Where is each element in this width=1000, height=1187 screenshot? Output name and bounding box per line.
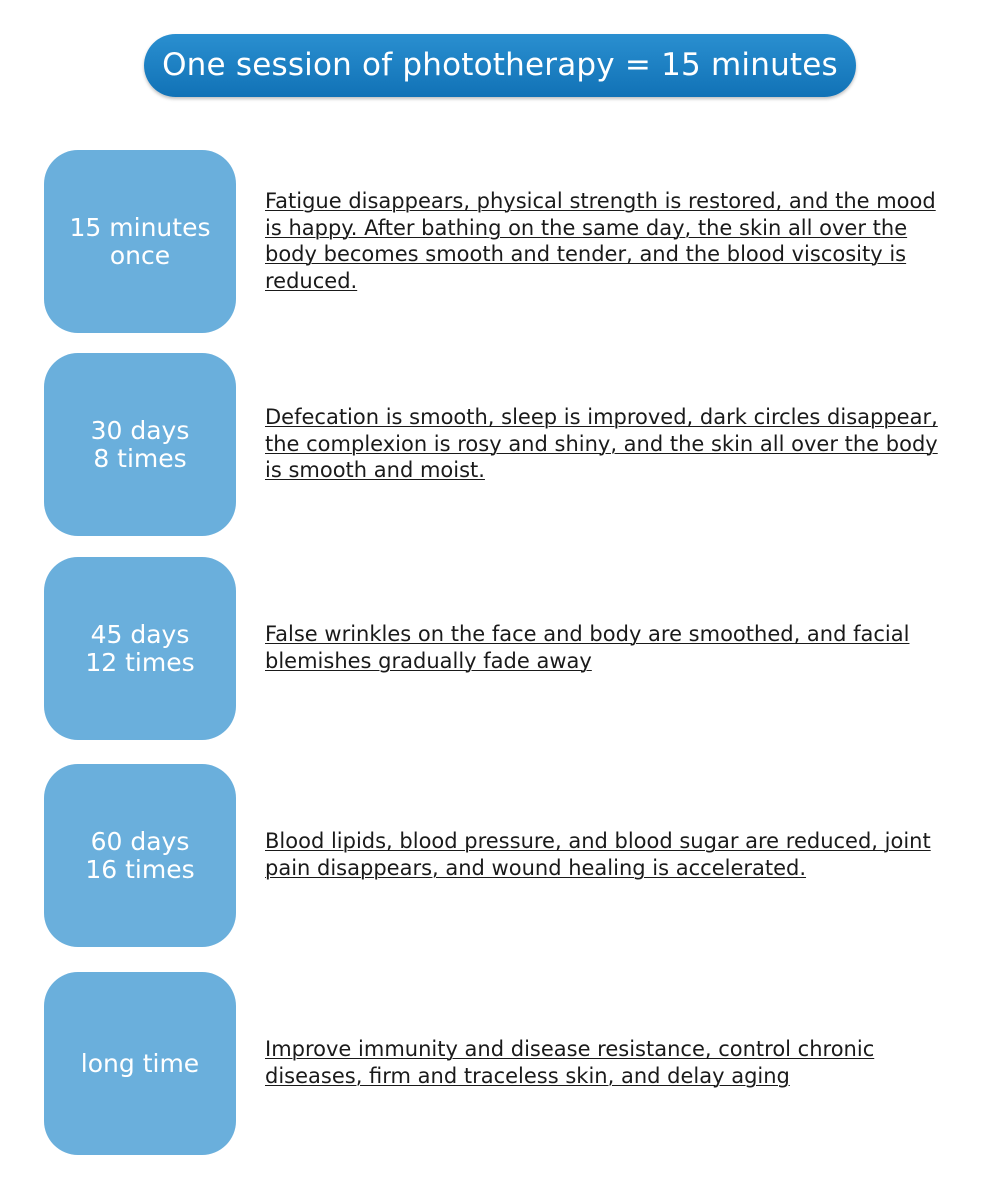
stage-description-2: Defecation is smooth, sleep is improved, dark circles disappear, the complexion is rosy and shiny, and the skin all over the body is smooth and moist.: [265, 405, 938, 482]
stage-label: 45 days: [90, 619, 190, 649]
stage-box-3: [44, 557, 236, 740]
stage-label: long time: [80, 1048, 200, 1078]
stage-description-3: False wrinkles on the face and body are smoothed, and facial blemishes gradually fade away: [265, 622, 910, 673]
stage-label: 60 days: [90, 826, 190, 856]
stage-description-4: Blood lipids, blood pressure, and blood sugar are reduced, joint pain disappears, and wound healing is accelerated.: [265, 829, 931, 880]
stage-label: 15 minutes: [69, 212, 211, 242]
title-banner: One session of phototherapy = 15 minutes: [144, 34, 856, 97]
stage-box-4: [44, 764, 236, 947]
stage-frequency: once: [109, 240, 171, 270]
stage-box-1: [44, 150, 236, 333]
stage-frequency: 8 times: [93, 443, 187, 473]
stage-box-2: [44, 353, 236, 536]
stage-label: 30 days: [90, 415, 190, 445]
stage-frequency: 12 times: [85, 647, 195, 677]
stage-frequency: 16 times: [85, 854, 195, 884]
stage-box-5: [44, 972, 236, 1155]
stage-description-5: Improve immunity and disease resistance, control chronic diseases, firm and traceless skin, and delay aging: [265, 1037, 875, 1088]
stage-description-1: Fatigue disappears, physical strength is restored, and the mood is happy. After bathing on the same day, the skin all over the body becomes smooth and tender, and the blood viscosity is reduced.: [265, 189, 936, 293]
